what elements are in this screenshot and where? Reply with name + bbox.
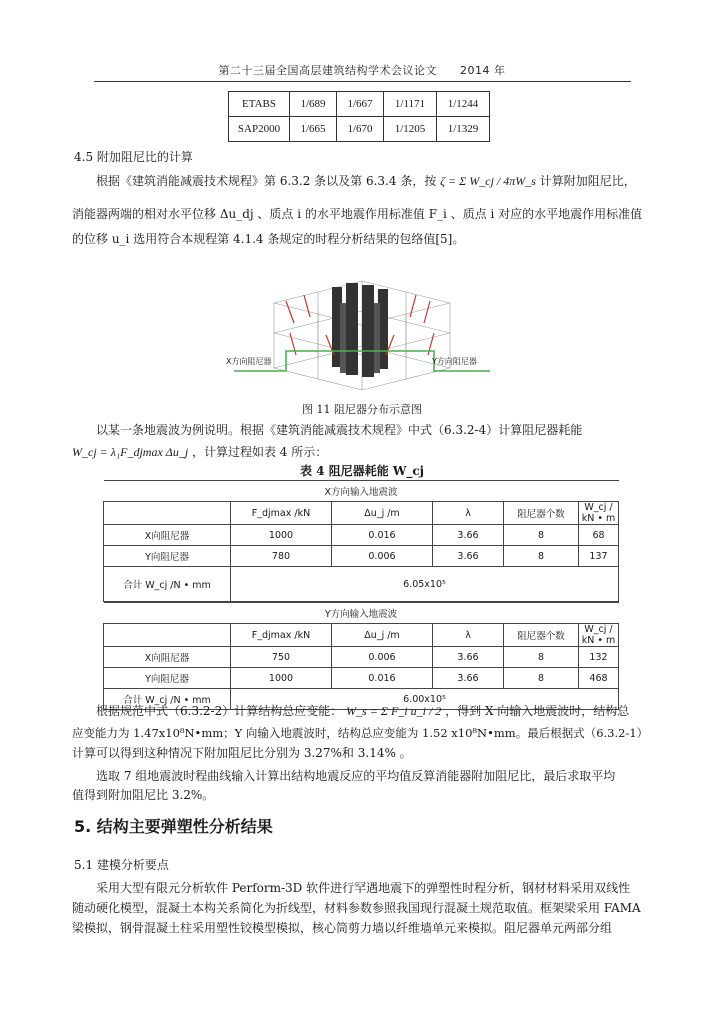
table-cell: Y向阻尼器: [104, 668, 231, 689]
table-cell: [104, 624, 231, 647]
text: 根据《建筑消能减震技术规程》第 6.3.2 条以及第 6.3.4 条，按: [96, 174, 437, 188]
table-cell: 0.016: [332, 668, 433, 689]
table-4-title: 表 4 阻尼器耗能 W_cj: [299, 464, 424, 478]
paragraph-3-line-3: 计算可以得到这种情况下附加阻尼比分别为 3.27%和 3.14% 。: [72, 746, 412, 760]
table-cell: 8: [504, 668, 579, 689]
table-cell: 68: [579, 525, 619, 546]
paragraph-1-line-3: 的位移 u_i 选用符合本规程第 4.1.4 条规定的时程分析结果的包络值[5]。: [72, 232, 465, 246]
table-cell: SAP2000: [229, 117, 290, 142]
paragraph-3-line-2: 应变能力为 1.47x10⁸N•mm；Y 向输入地震波时，结构总应变能为 1.52 x10⁸N•mm。最后根据式（6.3.2-1）: [72, 726, 649, 740]
table-row: [229, 92, 490, 117]
table-cell: 3.66: [433, 647, 504, 668]
section-heading-4-5: 4.5 附加阻尼比的计算: [74, 150, 193, 164]
paragraph-2-line-1: 以某一条地震波为例说明。根据《建筑消能减震技术规程》中式（6.3.2-4）计算阻尼器耗能: [96, 423, 583, 437]
x-damper-label: X方向阻尼器: [226, 357, 272, 366]
table-cell: [104, 502, 231, 525]
table-row: [104, 546, 619, 567]
column-header: 阻尼器个数: [504, 502, 579, 525]
table-cell: 1000: [231, 668, 332, 689]
column-header: 阻尼器个数: [504, 624, 579, 647]
column-header: F_djmax /kN: [231, 624, 332, 647]
table-cell: ETABS: [229, 92, 290, 117]
table-cell: Y向阻尼器: [104, 546, 231, 567]
paragraph-5-1-line-2: 随动硬化模型，混凝土本构关系简化为折线型，材料参数参照我国现行混凝土规范取值。框架梁采用 FAMA: [72, 901, 641, 915]
table-cell: 1/667: [337, 92, 384, 117]
table-cell: 1000: [231, 525, 332, 546]
figure-caption: 图 11 阻尼器分布示意图: [302, 403, 422, 416]
column-header: W_cj / kN • m: [579, 502, 619, 525]
total-value: 6.05x10⁵: [231, 567, 619, 602]
table-cell: 1/1329: [437, 117, 490, 142]
table-cell: 0.016: [332, 525, 433, 546]
paragraph-5-1-line-3: 梁模拟，钢骨混凝土柱采用塑性铰模型模拟，核心筒剪力墙以纤维墙单元来模拟。阻尼器单元两部分组: [72, 921, 613, 935]
table-cell: 468: [579, 668, 619, 689]
column-header: W_cj / kN • m: [579, 624, 619, 647]
strain-energy-formula: W_s = Σ F_i u_i / 2: [346, 704, 442, 718]
table-cell: 1/1205: [384, 117, 437, 142]
table-4-y-block: [103, 602, 619, 710]
paragraph-1-line-1: [96, 172, 656, 189]
y-damper-label: Y方向阻尼器: [432, 357, 477, 366]
table-row: [104, 525, 619, 546]
table-cell: X向阻尼器: [104, 647, 231, 668]
table-heading: X方向输入地震波: [104, 481, 619, 502]
total-label: 合计 W_cj /N • mm: [104, 567, 231, 602]
table-heading: Y方向输入地震波: [104, 603, 619, 624]
section-heading-5: 5. 结构主要弹塑性分析结果: [74, 817, 273, 836]
paragraph-1-line-2: 消能器两端的相对水平位移 Δu_dj 、质点 i 的水平地震作用标准值 F_i 、质点 i 对应的水平地震作用标准值: [72, 207, 643, 221]
column-header: Δu_j /m: [332, 502, 433, 525]
table-cell: 3.66: [433, 546, 504, 567]
paragraph-5-1-line-1: 采用大型有限元分析软件 Perform-3D 软件进行罕遇地震下的弹塑性时程分析，钢材材料采用双线性: [96, 881, 631, 895]
table-cell: 3.66: [433, 668, 504, 689]
table-cell: 137: [579, 546, 619, 567]
damping-ratio-formula: ζ = Σ W_cj / 4πW_s: [440, 174, 536, 188]
column-header: F_djmax /kN: [231, 502, 332, 525]
table-cell: 750: [231, 647, 332, 668]
table-4-x-block: [103, 480, 619, 602]
table-cell: 1/1171: [384, 92, 437, 117]
table-cell: 0.006: [332, 647, 433, 668]
table-cell: 0.006: [332, 546, 433, 567]
table-cell: 780: [231, 546, 332, 567]
paragraph-3-line-1: [96, 702, 629, 719]
table-cell: 1/689: [290, 92, 337, 117]
table-cell: 1/665: [290, 117, 337, 142]
table-cell: 3.66: [433, 525, 504, 546]
table-cell: X向阻尼器: [104, 525, 231, 546]
table-row: [104, 668, 619, 689]
total-label: 合计 W_cj /N • mm: [104, 689, 231, 710]
energy-formula: W_cj = λ₁F_djmax Δu_j: [72, 445, 189, 459]
table-cell: 132: [579, 647, 619, 668]
text: ，得到 X 向输入地震波时，结构总: [445, 704, 630, 718]
text: 计算附加阻尼比，: [539, 174, 636, 188]
table-row: [229, 117, 490, 142]
text: ，计算过程如表 4 所示：: [191, 445, 328, 459]
column-header: λ: [433, 502, 504, 525]
running-header: 第二十三届全国高层建筑结构学术会议论文 2014 年: [218, 64, 506, 77]
section-heading-5-1: 5.1 建模分析要点: [74, 858, 169, 872]
table-cell: 1/1244: [437, 92, 490, 117]
table-cell: 1/670: [337, 117, 384, 142]
drift-table: [228, 91, 490, 142]
column-header: λ: [433, 624, 504, 647]
damper-distribution-figure: [234, 273, 490, 393]
text: 根据规范中式（6.3.2-2）计算结构总应变能：: [96, 704, 343, 718]
table-cell: 8: [504, 647, 579, 668]
table-row: [104, 647, 619, 668]
paragraph-4-line-1: 选取 7 组地震波时程曲线输入计算出结构地震反应的平均值反算消能器附加阻尼比，最后求取平均: [96, 769, 616, 783]
table-row: [104, 567, 619, 602]
table-cell: 8: [504, 525, 579, 546]
total-value: 6.00x10⁵: [231, 689, 619, 710]
column-header: Δu_j /m: [332, 624, 433, 647]
header-rule: [94, 81, 631, 82]
paragraph-2-line-2: [72, 443, 327, 460]
paragraph-4-line-2: 值得到附加阻尼比 3.2%。: [72, 788, 215, 802]
table-cell: 8: [504, 546, 579, 567]
